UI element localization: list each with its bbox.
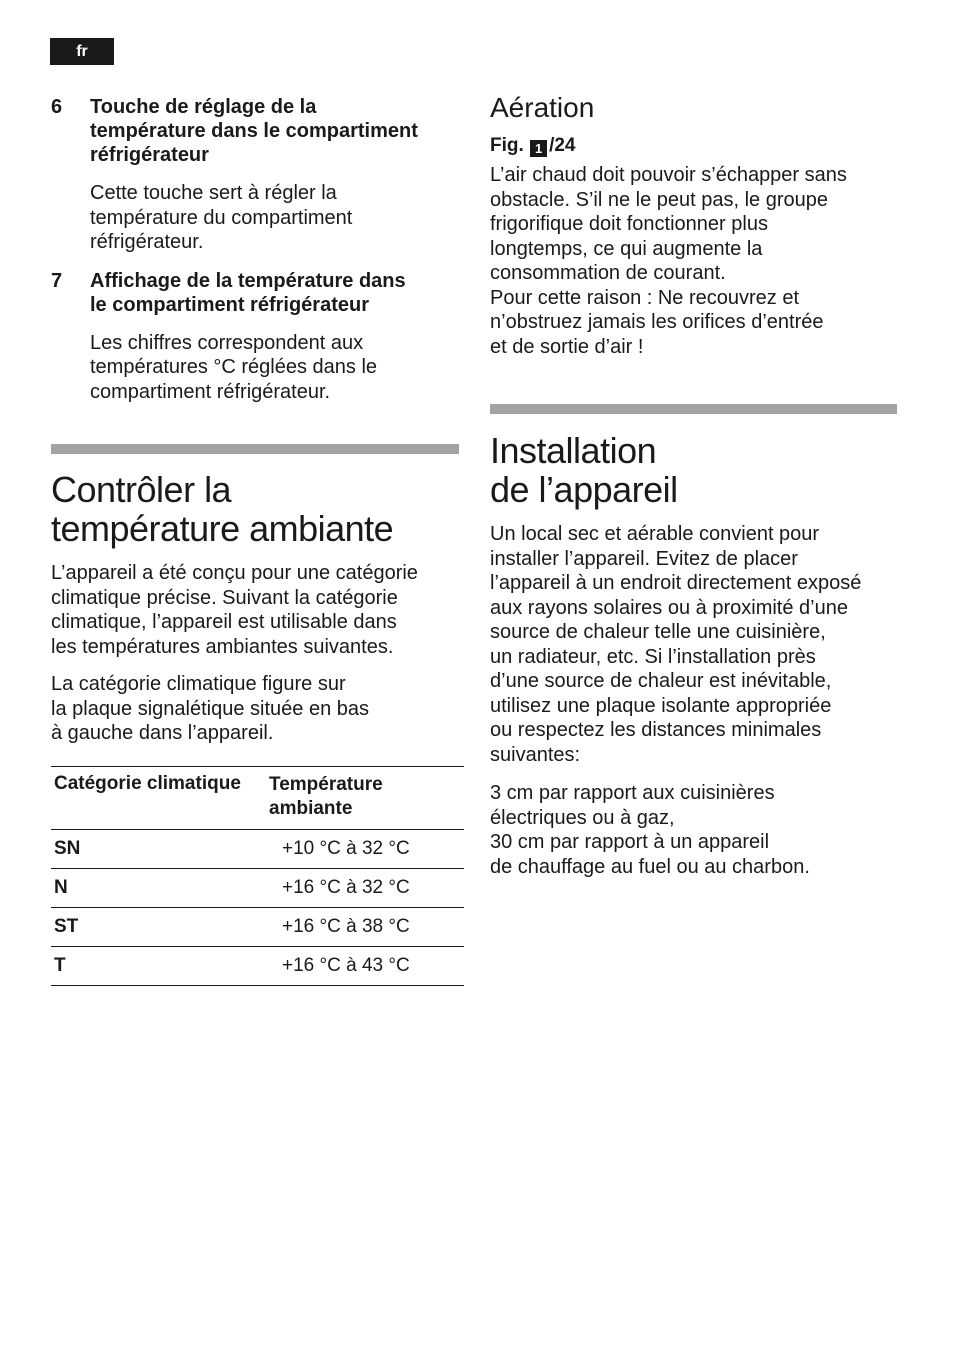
text-line: de chauffage au fuel ou au charbon. [490,855,810,878]
item-description [90,181,464,255]
text-line: d’une source de chaleur est inévitable, [490,670,832,692]
climate-table-wrap [51,766,464,986]
body-line: réfrigérateur. [90,231,204,253]
text-line: l’appareil à un endroit directement exposé [490,572,862,594]
title-line: Touche de réglage de la [90,96,317,118]
table-row [51,908,464,947]
category-cell: N [51,869,266,908]
body-line: compartiment réfrigérateur. [90,380,331,403]
ambient-section [51,444,464,746]
text-line: électriques ou à gaz, [490,806,675,829]
text-line: aux rayons solaires ou à proximité d’une [490,596,848,619]
title-line: Installation [490,430,657,471]
text-line: frigorifique doit fonctionner plus [490,213,768,235]
item-number: 6 [51,96,63,118]
title-line: Affichage de la température dans [90,269,406,292]
aeration-section [490,92,902,359]
text-line: et de sortie d’air ! [490,335,644,358]
section-divider [51,444,459,454]
text-line: suivantes: [490,743,581,766]
range-cell: +16 °C à 32 °C [266,869,464,908]
header-line: ambiante [269,798,353,819]
range-cell: +10 °C à 32 °C [266,830,464,869]
title-line: réfrigérateur [90,144,209,166]
column-header-temperature [266,767,464,830]
text-line: un radiateur, etc. Si l’installation près [490,645,816,668]
text-line: climatique, l’appareil est utilisable dans [51,611,397,633]
text-line: n’obstruez jamais les orifices d’entrée [490,311,824,333]
title-line: température ambiante [51,508,394,549]
body-line: températures °C réglées dans le [90,356,378,378]
text-line: source de chaleur telle une cuisinière, [490,621,826,643]
section-title: Aération [490,92,595,123]
text-line: 3 cm par rapport aux cuisinières [490,782,775,804]
text-line: installer l’appareil. Evitez de placer [490,547,798,570]
text-line: ou respectez les distances minimales [490,719,822,741]
body-line: température du compartiment [90,206,353,229]
paragraph [490,163,902,359]
title-line: le compartiment réfrigérateur [90,293,369,316]
category-cell: SN [51,830,266,869]
category-cell: T [51,947,266,986]
installation-section [490,404,902,879]
text-line: climatique précise. Suivant la catégorie [51,586,398,609]
climate-table [51,766,464,986]
text-line: Pour cette raison : Ne recouvrez et [490,286,800,309]
text-line: utilisez une plaque isolante appropriée [490,694,832,717]
text-line: L’appareil a été conçu pour une catégorie [51,562,418,584]
text-line: la plaque signalétique située en bas [51,697,370,720]
text-line: La catégorie climatique figure sur [51,673,346,695]
table-row [51,869,464,908]
range-cell: +16 °C à 38 °C [266,908,464,947]
text-line: consommation de courant. [490,262,726,284]
paragraph [51,672,464,746]
text-line: L’air chaud doit pouvoir s’échapper sans [490,164,847,186]
fig-prefix: Fig. [490,135,524,156]
paragraph [490,781,902,879]
body-line: Cette touche sert à régler la [90,182,337,204]
title-line: de l’appareil [490,469,678,510]
paragraph [490,522,902,767]
item-title [90,95,464,167]
text-line: 30 cm par rapport à un appareil [490,831,770,853]
list-item-6 [51,95,464,255]
category-cell: ST [51,908,266,947]
title-line: température dans le compartiment [90,120,418,142]
fig-suffix: /24 [549,135,576,156]
title-line: Contrôler la [51,469,232,510]
item-description [90,331,464,405]
text-line: Un local sec et aérable convient pour [490,523,820,545]
text-line: les températures ambiantes suivantes. [51,635,394,658]
figure-reference [490,134,902,158]
section-divider [490,404,897,414]
column-header-category: Catégorie climatique [54,773,241,794]
text-line: à gauche dans l’appareil. [51,722,274,744]
section-title [51,470,464,548]
text-line: obstacle. S’il ne le peut pas, le groupe [490,188,828,211]
table-row [51,947,464,986]
text-line: longtemps, ce qui augmente la [490,237,763,260]
list-item-7 [51,269,464,405]
item-number: 7 [51,269,63,292]
table-row [51,830,464,869]
controls-list [51,95,464,404]
table-header-row [51,767,464,830]
body-line: Les chiffres correspondent aux [90,331,364,354]
item-title [90,269,464,317]
figure-number-box: 1 [530,140,547,157]
header-line: Température [269,774,383,795]
range-cell: +16 °C à 43 °C [266,947,464,986]
language-badge: fr [50,38,114,65]
paragraph [51,561,464,659]
section-title [490,431,902,509]
